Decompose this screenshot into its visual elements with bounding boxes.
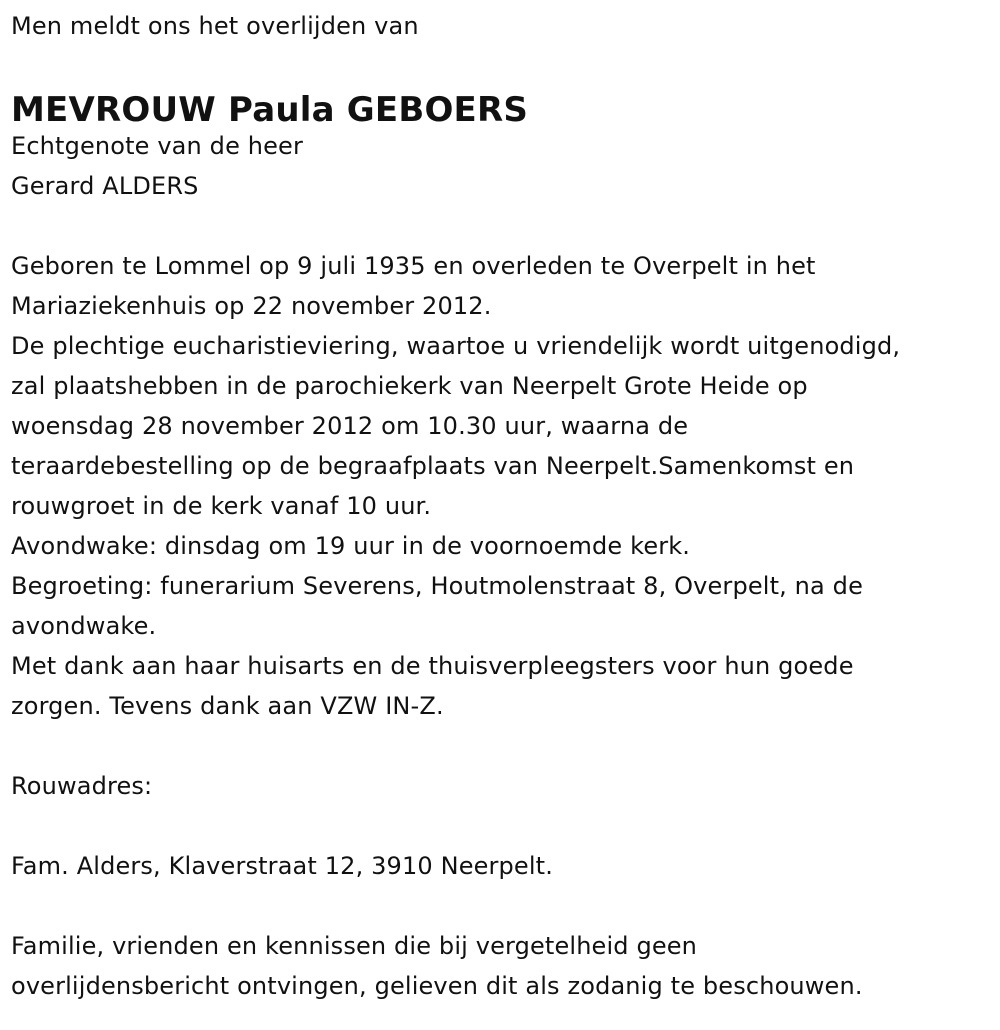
spacer	[11, 726, 996, 766]
spacer	[11, 806, 996, 846]
notice-body	[11, 246, 996, 726]
deceased-name: MEVROUW Paula GEBOERS	[11, 90, 529, 130]
body-line: De plechtige eucharistieviering, waartoe u vriendelijk wordt uitgenodigd,	[11, 332, 901, 360]
body-line: rouwgroet in de kerk vanaf 10 uur.	[11, 492, 432, 520]
mourning-address: Fam. Alders, Klaverstraat 12, 3910 Neerpelt.	[11, 852, 554, 880]
spouse-line-1: Echtgenote van de heer	[11, 132, 303, 160]
spouse-line-2: Gerard ALDERS	[11, 172, 199, 200]
body-line: Begroeting: funerarium Severens, Houtmolenstraat 8, Overpelt, na de	[11, 572, 863, 600]
spacer	[11, 206, 996, 246]
mourning-address-label: Rouwadres:	[11, 772, 153, 800]
body-line: Mariaziekenhuis op 22 november 2012.	[11, 292, 492, 320]
body-line: teraardebestelling op de begraafplaats van Neerpelt.Samenkomst en	[11, 452, 855, 480]
closing-line: Familie, vrienden en kennissen die bij vergetelheid geen	[11, 932, 698, 960]
body-line: Geboren te Lommel op 9 juli 1935 en overleden te Overpelt in het	[11, 252, 816, 280]
body-line: Avondwake: dinsdag om 19 uur in de voornoemde kerk.	[11, 532, 691, 560]
death-notice	[11, 6, 996, 1006]
body-line: zal plaatshebben in de parochiekerk van Neerpelt Grote Heide op	[11, 372, 808, 400]
body-line: avondwake.	[11, 612, 157, 640]
spacer	[11, 886, 996, 926]
body-line: zorgen. Tevens dank aan VZW IN-Z.	[11, 692, 444, 720]
closing-line: overlijdensbericht ontvingen, gelieven dit als zodanig te beschouwen.	[11, 972, 863, 1000]
body-line: woensdag 28 november 2012 om 10.30 uur, waarna de	[11, 412, 689, 440]
body-line: Met dank aan haar huisarts en de thuisverpleegsters voor hun goede	[11, 652, 854, 680]
intro-text: Men meldt ons het overlijden van	[11, 12, 419, 40]
